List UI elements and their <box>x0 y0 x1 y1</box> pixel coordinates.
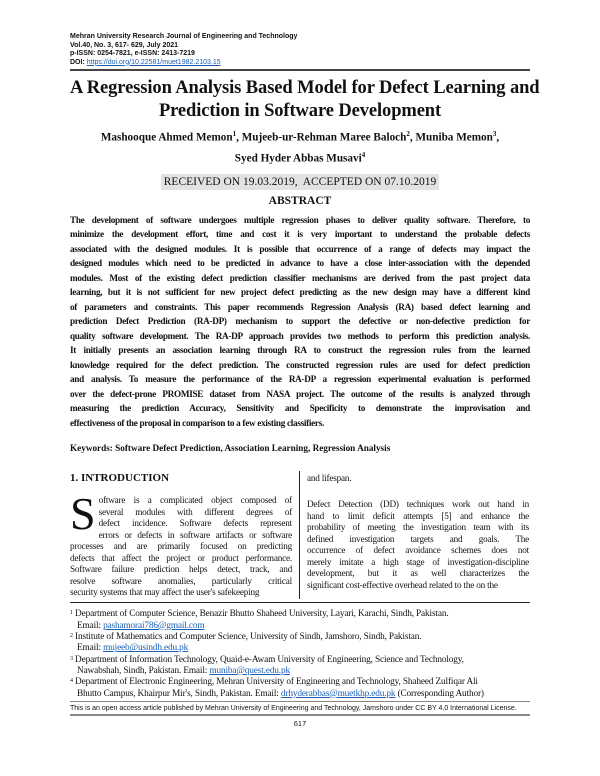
text-line: designed modules which need to be predicted in advance to have a close inter-association with the depended <box>70 258 530 269</box>
author-name: Mujeeb-ur-Rehman Maree Baloch <box>241 131 407 144</box>
text-line: minimize the development effort, time and cost it is very important to understand the probable defects <box>70 229 530 240</box>
text-line: defects that affect the project or product performance. <box>70 552 292 563</box>
text-line: significant cost-effective overhead related to the on the <box>307 579 498 590</box>
doi-link[interactable]: https://doi.org/10.22581/muet1982.2103.15 <box>86 58 221 66</box>
title-line: Prediction in Software Development <box>158 100 442 121</box>
text-line: occurrence of defect avoidance schemes does not <box>307 545 529 556</box>
text-line: learning, but it is not sufficient for new project defect predicting as the new design may have a different kind <box>70 287 530 298</box>
text-line: oftware is a complicated object composed of <box>98 495 292 506</box>
author-list <box>70 125 530 168</box>
abstract-heading: ABSTRACT <box>268 194 332 207</box>
text-line: hand to limit deficit attempts [5] and enhance the <box>307 510 529 521</box>
text-line: The development of software undergoes multiple regression phases to deliver quality software. Therefore, to <box>70 214 530 225</box>
footnotes <box>70 609 530 699</box>
author-separator: , <box>236 131 242 144</box>
intro-left-column <box>70 471 292 599</box>
affiliation-note: (Corresponding Author) <box>395 688 484 699</box>
journal-doi <box>70 59 530 68</box>
footnote-item <box>70 677 530 700</box>
text-line: It initially presents an association learning through RA to construct the regression rules from the learned <box>70 345 530 356</box>
text-line: Software failure prediction helps detect, track, and <box>70 564 292 575</box>
footnote-item <box>70 609 530 632</box>
intro-right-column <box>307 471 529 599</box>
email-link[interactable]: pashamorai786@gmail.com <box>103 620 205 631</box>
text-line: processes and are primarily focused on predicting <box>70 541 292 552</box>
received-accepted-dates: RECEIVED ON 19.03.2019, ACCEPTED ON 07.10.2019 <box>161 174 440 190</box>
author-name: Muniba Memon <box>415 131 493 144</box>
affiliation-text: Bhutto Campus, Khairpur Mir's, Sindh, Pakistan. Email: <box>77 688 281 699</box>
footnote-mark: 3 <box>70 655 73 662</box>
continuation-text: and lifespan. <box>307 473 352 484</box>
text-line: effectiveness of the proposal in comparison to a few existing classifiers. <box>70 417 324 428</box>
author-affiliation-mark: 4 <box>361 151 366 160</box>
email-link[interactable]: drhyderabbas@muetkhp.edu.pk <box>280 688 396 699</box>
abstract-body <box>70 213 530 431</box>
affiliation-text: Nawabshah, Sindh, Pakistan. Email: <box>77 665 210 676</box>
text-line: Defect Detection (DD) techniques work out hand in <box>307 499 529 510</box>
email-link[interactable]: muniba@quest.edu.pk <box>209 665 290 676</box>
author-affiliation-mark: 1 <box>232 129 237 138</box>
license-notice: This is an open access article published by Mehran University of Engineering and Technology, Jamshoro under CC BY 4.0 International License. <box>70 705 517 713</box>
author-separator: , <box>496 131 500 144</box>
text-line: defined investigation targets and goals. The <box>307 533 529 544</box>
section-heading-introduction: 1. INTRODUCTION <box>70 472 170 485</box>
footnote-rule <box>70 602 530 604</box>
text-line: and analysis. To measure the performance of the RA-DP a regression experimental evaluation is performed <box>70 374 530 385</box>
author-name: Mashooque Ahmed Memon <box>100 131 233 144</box>
column-divider <box>299 471 300 599</box>
journal-name: Mehran University Research Journal of Engineering and Technology <box>70 33 298 40</box>
text-line: of parameters and constraints. This paper recommends Regression Analysis (RA) based defect learning and <box>70 301 530 312</box>
doi-label: DOI: <box>70 58 85 66</box>
text-line: several modules with different degrees of <box>98 506 292 517</box>
paper-title <box>70 77 540 123</box>
footnote-mark: 1 <box>70 610 73 617</box>
author-affiliation-mark: 2 <box>406 129 410 138</box>
text-line: defect incidence. Software defects represent <box>98 518 292 529</box>
text-line: prediction Defect Prediction (RA-DP) mechanism to support the defective or non-defective prediction for <box>70 316 530 327</box>
page-number: 617 <box>293 718 307 728</box>
footnote-mark: 4 <box>70 678 73 685</box>
affiliation-text: Institute of Mathematics and Computer Science, University of Sindh, Jamshoro, Sindh, Pakistan. <box>75 632 422 643</box>
footnote-item <box>70 632 530 655</box>
text-line: security systems that may affect the user's safekeeping <box>70 587 260 598</box>
keywords: Keywords: Software Defect Prediction, Association Learning, Regression Analysis <box>70 443 391 454</box>
author-affiliation-mark: 3 <box>492 129 497 138</box>
email-link[interactable]: mujeeb@usindh.edu.pk <box>103 643 189 654</box>
title-line: A Regression Analysis Based Model for Defect Learning and <box>70 77 540 98</box>
author-separator: , <box>409 131 416 144</box>
header-rule <box>70 69 530 71</box>
text-line: quality software development. The RA-DP approach provides two methods to perform this prediction analysis. <box>70 330 530 341</box>
affiliation-text: Department of Computer Science, Benazir Bhutto Shaheed University, Layari, Karachi, Sindh, Pakistan. <box>75 609 449 620</box>
footnote-mark: 2 <box>70 633 73 640</box>
text-line: errors or defects in software artifacts or software <box>98 529 292 540</box>
affiliation-text: Department of Information Technology, Quaid-e-Awam University of Engineering, Science and Technology, <box>75 654 464 665</box>
drop-cap: S <box>70 488 96 540</box>
text-line: measuring the prediction Accuracy, Sensitivity and Specificity to demonstrate the improvisation and <box>70 403 530 414</box>
journal-volume: Vol.40, No. 3, 617- 629, July 2021 <box>70 41 179 49</box>
introduction-columns <box>70 471 530 599</box>
footnote-item <box>70 655 530 678</box>
text-line: merely imitate a high stage of investigation-discipline <box>307 556 529 567</box>
text-line: probability of meeting the investigation team with its <box>307 522 529 533</box>
text-line: resolve software anomalies, particularly critical <box>70 575 292 586</box>
text-line: modules. Most of the existing defect prediction classifier mechanisms are derived from the past project data <box>70 272 530 283</box>
author-name: Syed Hyder Abbas Musavi <box>234 152 362 165</box>
affiliation-text: Email: <box>77 643 104 654</box>
text-line: development, but it as well characterizes the <box>307 568 529 579</box>
license-rule-top <box>70 701 530 703</box>
paper-page <box>70 33 540 728</box>
affiliation-text: Email: <box>77 620 104 631</box>
affiliation-text: Department of Electronic Engineering, Mehran University of Engineering and Technology, Shaheed Zulfiqar Ali <box>75 677 478 688</box>
text-line: knowledge required for the defect prediction. The constructed regression rules are used for defect prediction <box>70 359 530 370</box>
received-accepted-row <box>70 172 530 189</box>
journal-issn: p-ISSN: 0254-7821, e-ISSN: 2413-7219 <box>70 50 195 57</box>
text-line: over the defect-prone PROMISE dataset from NASA project. The outcome of the results is analyzed through <box>70 388 530 399</box>
text-line: associated with the designed modules. It is possible that occurrence of a range of defects may impact the <box>70 243 530 254</box>
license-rule-bottom <box>70 714 530 716</box>
